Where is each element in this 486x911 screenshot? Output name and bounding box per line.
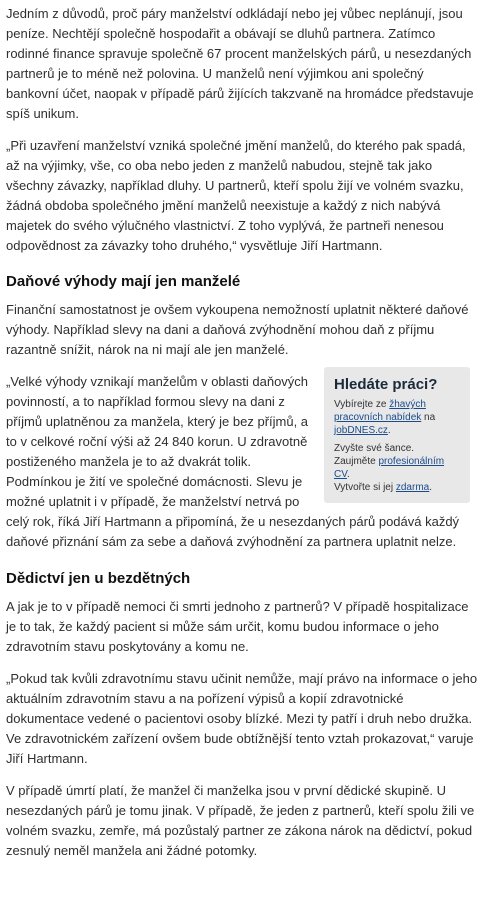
job-promo-text: Zvyšte své šance. (334, 443, 415, 454)
article-paragraph-1: Jedním z důvodů, proč páry manželství odkládají nebo jej vůbec neplánují, jsou peníze. Nechtějí společně hospodařit a obávají se dluhů partnera. Zatímco rodinné finance spravuje společně 67 procent manželských párů, u nesezdaných partnerů je to méně než polovina. U manželů není výjimkou ani společný bankovní účet, naopak v případě párů žijících takzvaně na hromádce představuje spíš unikum. (6, 6, 474, 121)
section-heading-tax: Daňové výhody mají jen manželé (6, 273, 241, 290)
hot-job-offers-link[interactable]: žhavých pracovních nabídek (334, 399, 426, 423)
job-promo-title: Hledáte práci? (334, 376, 438, 393)
jobdnes-link[interactable]: jobDNES.cz (334, 425, 388, 436)
article-paragraph-3: Finanční samostatnost je ovšem vykoupena nemožností uplatnit některé daňové výhody. Například slevy na dani a daňová zvýhodnění mohou daň z příjmu razantně snížit, nárok na ni mají ale jen manželé. (6, 302, 469, 357)
article-paragraph-2: „Při uzavření manželství vzniká společné jmění manželů, do kterého pak spadá, až na výjimky, vše, co oba nebo jeden z manželů nabudou, stejně tak jako všechny závazky, například dluhy. U partnerů, kteří spolu žijí ve volném svazku, žádná obdoba společného jmění manželů neexistuje a každý z nich nabývá majetek do svého výlučného vlastnictví. Z toho vyplývá, že partneři nenesou odpovědnost za závazky toho druhého,“ vysvětluje Jiří Hartmann. (6, 138, 466, 253)
section-heading-inheritance: Dědictví jen u bezdětných (6, 570, 191, 587)
job-promo-text-1 (334, 398, 461, 437)
job-promo-text: . (346, 469, 350, 480)
job-promo-box (324, 367, 470, 503)
job-promo-text-2 (334, 442, 461, 494)
job-promo-text: Zaujměte (334, 456, 379, 467)
job-promo-text: na (421, 412, 436, 423)
job-promo-text: Vybírejte ze (334, 399, 390, 410)
job-promo-text: . (429, 482, 433, 493)
professional-cv-link[interactable]: profesionálním CV (334, 456, 445, 480)
job-promo-text: Vytvořte si jej (334, 482, 396, 493)
job-promo-text: . (387, 425, 391, 436)
article-paragraph-5: A jak je to v případě nemoci či smrti jednoho z partnerů? V případě hospitalizace je to tak, že každý pacient si může sám určit, komu budou informace o jeho zdravotním stavu poskytovány a komu ne. (6, 599, 469, 654)
article-paragraph-4: „Velké výhody vznikají manželům v oblasti daňových povinností, a to například formou slevy na dani z příjmů uplatněnou za manžela, který je bez příjmů, a to v celkové roční výši až 24 840 korun. U zdravotně postiženého manžela je to až dvakrát tolik. Podmínkou je žití ve společné domácnosti. Slevu je možné uplatnit i v případě, že manželství netrvá po celý rok, říká Jiří Hartmann a připomíná, že u nesezdaných párů podává každý daňové přiznání sám za sebe a daňová zvýhodnění za partnera uplatnit nelze. (6, 374, 460, 549)
article-paragraph-6: „Pokud tak kvůli zdravotnímu stavu učinit nemůže, mají právo na informace o jeho aktuálním zdravotním stavu a na pořízení výpisů a kopií zdravotnické dokumentace vedené o pacientovi osoby blízké. Mezi ty patří i druh nebo družka. Ve zdravotnickém zařízení ovšem bude obtížnější tento vztah prokazovat,“ varuje Jiří Hartmann. (6, 671, 478, 766)
article-paragraph-7: V případě úmrtí platí, že manžel či manželka jsou v první dědické skupině. U nesezdaných párů je tomu jinak. V případě, že jeden z partnerů, kteří spolu žili ve volném svazku, zemře, má pozůstalý partner ze zákona nárok na dědictví, pokud zesnulý neměl manžela ani žádné potomky. (6, 783, 475, 858)
free-cv-link[interactable]: zdarma (395, 482, 430, 493)
